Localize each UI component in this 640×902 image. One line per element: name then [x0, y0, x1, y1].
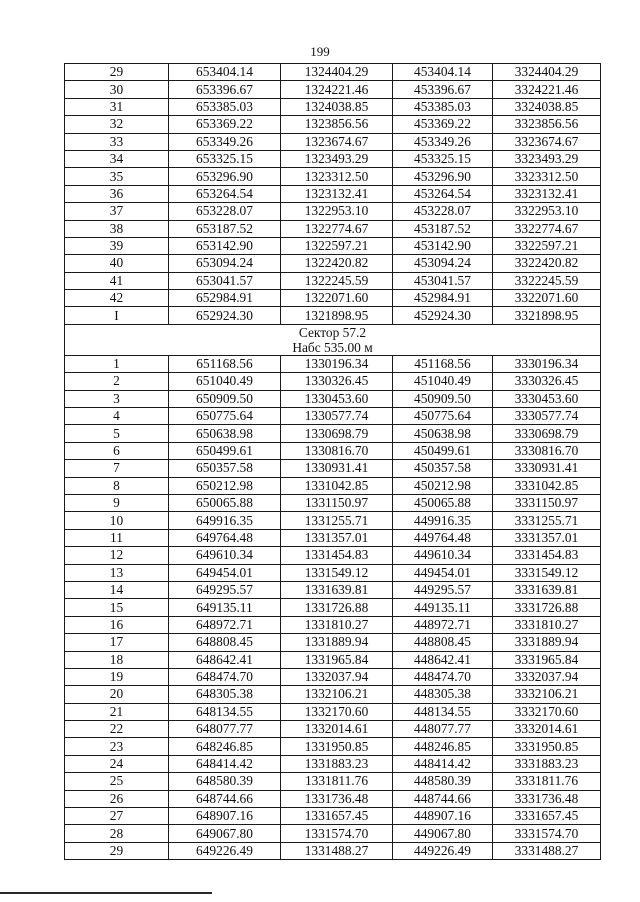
table-cell: 3322245.59 — [493, 272, 601, 289]
table-row — [65, 98, 601, 115]
table-cell: 38 — [65, 220, 169, 237]
table-cell: 1331950.85 — [281, 738, 393, 755]
table-cell: 450775.64 — [393, 408, 493, 425]
table-cell: 3331488.27 — [493, 842, 601, 859]
table-cell: 648077.77 — [169, 721, 281, 738]
table-cell: 41 — [65, 272, 169, 289]
table-cell: 6 — [65, 442, 169, 459]
table-cell: 448246.85 — [393, 738, 493, 755]
table-row — [65, 355, 601, 372]
table-row — [65, 64, 601, 81]
table-cell: 1332170.60 — [281, 703, 393, 720]
table-cell: 3323674.67 — [493, 133, 601, 150]
coordinates-table — [64, 63, 601, 860]
table-cell: 448808.45 — [393, 634, 493, 651]
table-cell: 19 — [65, 668, 169, 685]
table-cell: 1331811.76 — [281, 773, 393, 790]
table-cell: 450909.50 — [393, 390, 493, 407]
table-cell: 1331736.48 — [281, 790, 393, 807]
table-cell: 650638.98 — [169, 425, 281, 442]
table-cell: 648972.71 — [169, 616, 281, 633]
table-cell: 3330931.41 — [493, 460, 601, 477]
table-cell: 653296.90 — [169, 168, 281, 185]
table-cell: 3331454.83 — [493, 547, 601, 564]
table-cell: 3331357.01 — [493, 529, 601, 546]
table-row — [65, 547, 601, 564]
table-cell: 648808.45 — [169, 634, 281, 651]
table-cell: 1330577.74 — [281, 408, 393, 425]
table-cell: 1330453.60 — [281, 390, 393, 407]
table-cell: 649610.34 — [169, 547, 281, 564]
table-cell: 3323312.50 — [493, 168, 601, 185]
table-cell: 1331488.27 — [281, 842, 393, 859]
scan-edge-line — [0, 892, 212, 894]
table-cell: 3331574.70 — [493, 825, 601, 842]
table-cell: 451168.56 — [393, 355, 493, 372]
table-cell: 650357.58 — [169, 460, 281, 477]
table-row — [65, 790, 601, 807]
table-cell: 34 — [65, 150, 169, 167]
table-cell: 1331549.12 — [281, 564, 393, 581]
table-cell: 449295.57 — [393, 581, 493, 598]
table-cell: 2 — [65, 373, 169, 390]
table-row — [65, 686, 601, 703]
table-cell: 35 — [65, 168, 169, 185]
table-cell: 3330326.45 — [493, 373, 601, 390]
table-cell: 449610.34 — [393, 547, 493, 564]
table-cell: 1331639.81 — [281, 581, 393, 598]
table-row — [65, 703, 601, 720]
table-cell: 1331657.45 — [281, 808, 393, 825]
table-cell: 448414.42 — [393, 755, 493, 772]
table-cell: 3324404.29 — [493, 64, 601, 81]
table-cell: 1332106.21 — [281, 686, 393, 703]
table-cell: 453385.03 — [393, 98, 493, 115]
table-cell: 453369.22 — [393, 116, 493, 133]
section-title: Сектор 57.2 — [298, 324, 367, 340]
table-cell: 1322071.60 — [281, 290, 393, 307]
table-cell: 3331810.27 — [493, 616, 601, 633]
table-cell: 3332170.60 — [493, 703, 601, 720]
table-row — [65, 290, 601, 307]
table-cell: 650065.88 — [169, 494, 281, 511]
table-cell: 3330453.60 — [493, 390, 601, 407]
section-subtitle: Набс 535.00 м — [292, 339, 373, 355]
table-cell: 452984.91 — [393, 290, 493, 307]
table-cell: 448474.70 — [393, 668, 493, 685]
table-cell: 3331965.84 — [493, 651, 601, 668]
table-cell: 449135.11 — [393, 599, 493, 616]
table-row — [65, 255, 601, 272]
table-row — [65, 825, 601, 842]
table-row — [65, 307, 601, 324]
table-row — [65, 755, 601, 772]
table-row — [65, 460, 601, 477]
table-cell: 648246.85 — [169, 738, 281, 755]
table-cell: 648134.55 — [169, 703, 281, 720]
table-cell: 20 — [65, 686, 169, 703]
table-row — [65, 599, 601, 616]
table-row — [65, 168, 601, 185]
table-cell: 42 — [65, 290, 169, 307]
table-cell: 650909.50 — [169, 390, 281, 407]
table-row — [65, 390, 601, 407]
table-cell: 448972.71 — [393, 616, 493, 633]
table-row — [65, 150, 601, 167]
table-cell: 1 — [65, 355, 169, 372]
table-cell: 1331889.94 — [281, 634, 393, 651]
table-cell: 1323312.50 — [281, 168, 393, 185]
table-cell: 21 — [65, 703, 169, 720]
table-cell: 3331255.71 — [493, 512, 601, 529]
table-cell: 12 — [65, 547, 169, 564]
table-cell: 26 — [65, 790, 169, 807]
table-cell: 29 — [65, 842, 169, 859]
table-cell: 1330196.34 — [281, 355, 393, 372]
table-cell: 450065.88 — [393, 494, 493, 511]
table-cell: 449454.01 — [393, 564, 493, 581]
table-cell: 18 — [65, 651, 169, 668]
table-cell: 1331883.23 — [281, 755, 393, 772]
table-cell: 11 — [65, 529, 169, 546]
table-cell: 3324221.46 — [493, 81, 601, 98]
table-cell: 448907.16 — [393, 808, 493, 825]
section-header-block — [65, 324, 601, 355]
table-row — [65, 373, 601, 390]
table-cell: 653369.22 — [169, 116, 281, 133]
table-cell: 648305.38 — [169, 686, 281, 703]
table-cell: 450499.61 — [393, 442, 493, 459]
table-cell: 649295.57 — [169, 581, 281, 598]
table-cell: 450212.98 — [393, 477, 493, 494]
table-row — [65, 272, 601, 289]
table-row — [65, 425, 601, 442]
table-cell: 449067.80 — [393, 825, 493, 842]
table-cell: 8 — [65, 477, 169, 494]
table-row — [65, 842, 601, 859]
table-cell: 653385.03 — [169, 98, 281, 115]
table-cell: 1322953.10 — [281, 203, 393, 220]
table-row — [65, 634, 601, 651]
table-cell: I — [65, 307, 169, 324]
table-cell: 653094.24 — [169, 255, 281, 272]
table-row — [65, 529, 601, 546]
table-row — [65, 203, 601, 220]
table-cell: 649764.48 — [169, 529, 281, 546]
table-cell: 453187.52 — [393, 220, 493, 237]
table-cell: 1322420.82 — [281, 255, 393, 272]
table-cell: 1331965.84 — [281, 651, 393, 668]
table-cell: 30 — [65, 81, 169, 98]
table-cell: 3322953.10 — [493, 203, 601, 220]
table-cell: 24 — [65, 755, 169, 772]
table-cell: 3 — [65, 390, 169, 407]
table-cell: 3331726.88 — [493, 599, 601, 616]
page-number: 199 — [310, 44, 330, 59]
table-cell: 33 — [65, 133, 169, 150]
table-cell: 1331454.83 — [281, 547, 393, 564]
table-cell: 3331950.85 — [493, 738, 601, 755]
table-cell: 448134.55 — [393, 703, 493, 720]
table-cell: 1331150.97 — [281, 494, 393, 511]
table-row — [65, 185, 601, 202]
table-cell: 1323493.29 — [281, 150, 393, 167]
table-cell: 40 — [65, 255, 169, 272]
coordinates-table-body-lower — [65, 355, 601, 859]
table-cell: 649916.35 — [169, 512, 281, 529]
table-cell: 16 — [65, 616, 169, 633]
table-row — [65, 237, 601, 254]
table-cell: 13 — [65, 564, 169, 581]
table-row — [65, 494, 601, 511]
table-row — [65, 442, 601, 459]
table-cell: 39 — [65, 237, 169, 254]
table-row — [65, 81, 601, 98]
table-cell: 3332014.61 — [493, 721, 601, 738]
table-cell: 10 — [65, 512, 169, 529]
table-cell: 1330931.41 — [281, 460, 393, 477]
table-cell: 3322071.60 — [493, 290, 601, 307]
table-cell: 650212.98 — [169, 477, 281, 494]
table-cell: 3322774.67 — [493, 220, 601, 237]
table-cell: 25 — [65, 773, 169, 790]
table-cell: 3331549.12 — [493, 564, 601, 581]
table-cell: 1323674.67 — [281, 133, 393, 150]
table-cell: 1323132.41 — [281, 185, 393, 202]
table-cell: 31 — [65, 98, 169, 115]
table-cell: 3332106.21 — [493, 686, 601, 703]
table-cell: 3322420.82 — [493, 255, 601, 272]
table-cell: 3330577.74 — [493, 408, 601, 425]
table-cell: 7 — [65, 460, 169, 477]
table-cell: 649067.80 — [169, 825, 281, 842]
table-cell: 3331042.85 — [493, 477, 601, 494]
table-cell: 653396.67 — [169, 81, 281, 98]
table-cell: 653187.52 — [169, 220, 281, 237]
table-cell: 648474.70 — [169, 668, 281, 685]
table-cell: 1332014.61 — [281, 721, 393, 738]
table-cell: 449226.49 — [393, 842, 493, 859]
table-cell: 22 — [65, 721, 169, 738]
table-row — [65, 564, 601, 581]
table-cell: 1322245.59 — [281, 272, 393, 289]
table-cell: 653264.54 — [169, 185, 281, 202]
table-cell: 453094.24 — [393, 255, 493, 272]
table-cell: 449764.48 — [393, 529, 493, 546]
table-cell: 653041.57 — [169, 272, 281, 289]
table-row — [65, 616, 601, 633]
table-cell: 17 — [65, 634, 169, 651]
table-cell: 653404.14 — [169, 64, 281, 81]
table-row — [65, 512, 601, 529]
table-cell: 1330816.70 — [281, 442, 393, 459]
table-cell: 3330698.79 — [493, 425, 601, 442]
table-row — [65, 721, 601, 738]
table-row — [65, 738, 601, 755]
table-cell: 3330196.34 — [493, 355, 601, 372]
table-cell: 450357.58 — [393, 460, 493, 477]
table-cell: 653142.90 — [169, 237, 281, 254]
table-cell: 648414.42 — [169, 755, 281, 772]
table-cell: 450638.98 — [393, 425, 493, 442]
table-cell: 3324038.85 — [493, 98, 601, 115]
table-cell: 1331574.70 — [281, 825, 393, 842]
table-cell: 3331639.81 — [493, 581, 601, 598]
table-cell: 648580.39 — [169, 773, 281, 790]
table-cell: 453404.14 — [393, 64, 493, 81]
table-cell: 653325.15 — [169, 150, 281, 167]
table-cell: 649135.11 — [169, 599, 281, 616]
table-cell: 648744.66 — [169, 790, 281, 807]
table-cell: 5 — [65, 425, 169, 442]
table-cell: 652984.91 — [169, 290, 281, 307]
table-row — [65, 808, 601, 825]
section-header-row — [65, 324, 601, 355]
table-cell: 23 — [65, 738, 169, 755]
table-cell: 1322774.67 — [281, 220, 393, 237]
table-cell: 453264.54 — [393, 185, 493, 202]
table-cell: 453396.67 — [393, 81, 493, 98]
table-cell: 27 — [65, 808, 169, 825]
table-cell: 448580.39 — [393, 773, 493, 790]
table-cell: 650775.64 — [169, 408, 281, 425]
table-cell: 3332037.94 — [493, 668, 601, 685]
table-cell: 3331889.94 — [493, 634, 601, 651]
table-cell: 449916.35 — [393, 512, 493, 529]
table-cell: 453349.26 — [393, 133, 493, 150]
table-row — [65, 116, 601, 133]
table-row — [65, 133, 601, 150]
table-cell: 453325.15 — [393, 150, 493, 167]
table-cell: 453041.57 — [393, 272, 493, 289]
table-cell: 36 — [65, 185, 169, 202]
table-cell: 1330698.79 — [281, 425, 393, 442]
table-row — [65, 581, 601, 598]
table-cell: 651168.56 — [169, 355, 281, 372]
table-cell: 3323493.29 — [493, 150, 601, 167]
table-cell: 648642.41 — [169, 651, 281, 668]
coordinates-table-body-upper — [65, 64, 601, 325]
table-cell: 1323856.56 — [281, 116, 393, 133]
table-cell: 1330326.45 — [281, 373, 393, 390]
table-cell: 1324038.85 — [281, 98, 393, 115]
table-cell: 4 — [65, 408, 169, 425]
table-cell: 29 — [65, 64, 169, 81]
table-cell: 1321898.95 — [281, 307, 393, 324]
table-cell: 1331726.88 — [281, 599, 393, 616]
table-cell: 3331150.97 — [493, 494, 601, 511]
table-cell: 648907.16 — [169, 808, 281, 825]
table-cell: 3322597.21 — [493, 237, 601, 254]
table-cell: 1324404.29 — [281, 64, 393, 81]
table-cell: 28 — [65, 825, 169, 842]
table-cell: 650499.61 — [169, 442, 281, 459]
table-cell: 452924.30 — [393, 307, 493, 324]
table-row — [65, 651, 601, 668]
table-cell: 649226.49 — [169, 842, 281, 859]
table-cell: 3331883.23 — [493, 755, 601, 772]
table-cell: 3331811.76 — [493, 773, 601, 790]
table-cell: 649454.01 — [169, 564, 281, 581]
table-cell: 15 — [65, 599, 169, 616]
table-cell: 653349.26 — [169, 133, 281, 150]
table-cell: 32 — [65, 116, 169, 133]
table-row — [65, 773, 601, 790]
table-cell: 448642.41 — [393, 651, 493, 668]
table-cell: 3323856.56 — [493, 116, 601, 133]
table-cell: 1331357.01 — [281, 529, 393, 546]
table-cell: 3321898.95 — [493, 307, 601, 324]
table-cell: 448744.66 — [393, 790, 493, 807]
section-header-cell — [65, 324, 601, 355]
table-cell: 3323132.41 — [493, 185, 601, 202]
table-cell: 1324221.46 — [281, 81, 393, 98]
table-row — [65, 220, 601, 237]
table-cell: 448077.77 — [393, 721, 493, 738]
table-row — [65, 668, 601, 685]
table-cell: 37 — [65, 203, 169, 220]
table-cell: 1332037.94 — [281, 668, 393, 685]
table-cell: 453142.90 — [393, 237, 493, 254]
table-cell: 3331657.45 — [493, 808, 601, 825]
table-cell: 451040.49 — [393, 373, 493, 390]
table-cell: 14 — [65, 581, 169, 598]
table-row — [65, 477, 601, 494]
table-cell: 1322597.21 — [281, 237, 393, 254]
table-cell: 453296.90 — [393, 168, 493, 185]
table-cell: 3331736.48 — [493, 790, 601, 807]
table-cell: 3330816.70 — [493, 442, 601, 459]
table-cell: 453228.07 — [393, 203, 493, 220]
table-cell: 9 — [65, 494, 169, 511]
table-cell: 652924.30 — [169, 307, 281, 324]
table-cell: 651040.49 — [169, 373, 281, 390]
table-cell: 1331042.85 — [281, 477, 393, 494]
table-row — [65, 408, 601, 425]
table-cell: 448305.38 — [393, 686, 493, 703]
table-cell: 653228.07 — [169, 203, 281, 220]
table-cell: 1331255.71 — [281, 512, 393, 529]
table-cell: 1331810.27 — [281, 616, 393, 633]
